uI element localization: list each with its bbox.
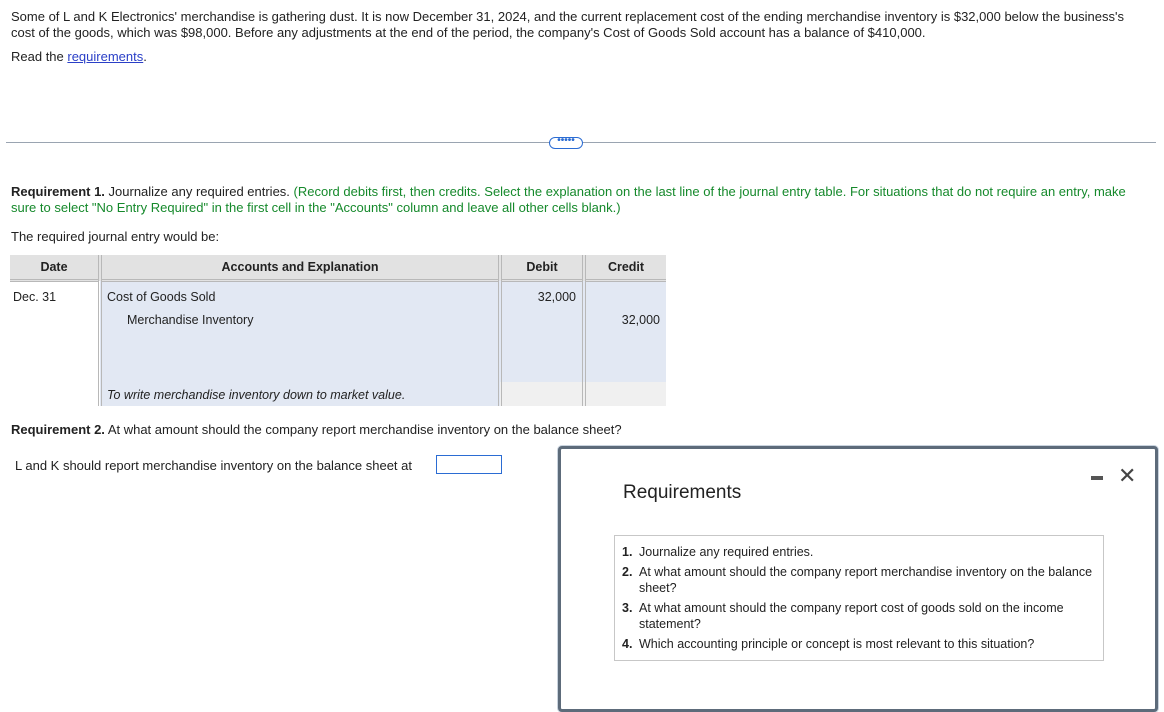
table-row — [10, 281, 666, 308]
item-number: 3. — [622, 601, 633, 615]
debit-cell[interactable] — [500, 307, 584, 332]
requirements-dialog — [558, 446, 1158, 712]
account-cell[interactable] — [100, 332, 500, 382]
debit-amount: 32,000 — [537, 290, 576, 304]
explanation-cell[interactable] — [100, 382, 500, 406]
dialog-title: Requirements — [623, 482, 742, 503]
requirements-link[interactable]: requirements — [67, 49, 144, 64]
item-text: Which accounting principle or concept is most relevant to this situation? — [639, 637, 1035, 651]
requirement-1-label: Requirement 1. — [11, 184, 105, 199]
explanation-row — [10, 382, 666, 406]
credit-cell[interactable] — [584, 307, 666, 332]
header-date: Date — [10, 255, 100, 281]
header-accounts: Accounts and Explanation — [100, 255, 500, 281]
item-text: Journalize any required entries. — [639, 545, 814, 559]
debit-cell-disabled — [500, 382, 584, 406]
item-text: At what amount should the company report merchandise inventory on the balance sheet? — [639, 565, 1093, 595]
requirement-2-label: Requirement 2. — [11, 422, 105, 437]
debit-amount — [502, 307, 582, 315]
inventory-amount-input[interactable] — [436, 455, 502, 474]
credit-amount: 32,000 — [621, 313, 660, 327]
account-name: Cost of Goods Sold — [107, 290, 216, 304]
close-icon[interactable]: ✕ — [1118, 463, 1137, 488]
account-name: Merchandise Inventory — [127, 313, 254, 327]
header-credit: Credit — [584, 255, 666, 281]
debit-cell[interactable] — [500, 281, 584, 308]
list-item — [615, 636, 1103, 652]
item-number: 1. — [622, 545, 633, 559]
account-cell[interactable] — [100, 281, 500, 308]
date-cell — [10, 332, 100, 382]
journal-header-row — [10, 255, 666, 281]
read-requirements-line — [11, 49, 147, 65]
problem-intro: Some of L and K Electronics' merchandise is gathering dust. It is now December 31, 2024, and the current replacement cost of the ending merchandise inventory is $32,000 below the business's cost of the goods, which was $98,000. Before any adjustments at the end of the period, the company's Cost of Goods Sold account has a balance of $410,000. — [11, 9, 1124, 40]
requirements-list — [614, 535, 1104, 661]
table-row — [10, 307, 666, 332]
requirement-2-text: At what amount should the company report merchandise inventory on the balance sheet? — [104, 422, 622, 437]
journal-entry-label: The required journal entry would be: — [11, 229, 220, 244]
list-item — [615, 544, 1103, 560]
read-prefix: Read the — [11, 49, 68, 64]
credit-cell-disabled — [584, 382, 666, 406]
credit-cell[interactable] — [584, 332, 666, 382]
header-debit: Debit — [500, 255, 584, 281]
account-cell[interactable] — [100, 307, 500, 332]
requirement-1-text: Journalize any required entries. — [104, 184, 294, 199]
requirement-2 — [11, 422, 622, 438]
credit-cell[interactable] — [584, 281, 666, 308]
entry-date: Dec. 31 — [13, 290, 57, 304]
date-cell — [10, 307, 100, 332]
list-item — [615, 600, 1103, 632]
inventory-report-label: L and K should report merchandise inventory on the balance sheet at — [15, 458, 412, 473]
item-text: At what amount should the company report cost of goods sold on the income statement? — [639, 601, 1064, 631]
explanation-text: To write merchandise inventory down to market value. — [107, 388, 406, 402]
minimize-icon[interactable] — [1091, 476, 1103, 480]
debit-cell[interactable] — [500, 332, 584, 382]
date-cell — [10, 281, 100, 308]
item-number: 4. — [622, 637, 633, 651]
item-number: 2. — [622, 565, 633, 579]
table-row — [10, 332, 666, 382]
expand-more-button[interactable]: ••••• — [549, 137, 583, 149]
list-item — [615, 564, 1103, 596]
requirement-1-instruction: (Record debits first, then credits. Select the explanation on the last line of the journal entry table. For situations that do not require an entry, make sure to select "No Entry Required" in the first cell in the "Accounts" column and leave all other cells blank.) — [11, 184, 1126, 215]
credit-amount — [586, 282, 666, 290]
date-cell — [10, 382, 100, 406]
read-suffix: . — [143, 49, 147, 64]
journal-entry-table — [10, 255, 666, 406]
requirement-1 — [11, 184, 1151, 216]
